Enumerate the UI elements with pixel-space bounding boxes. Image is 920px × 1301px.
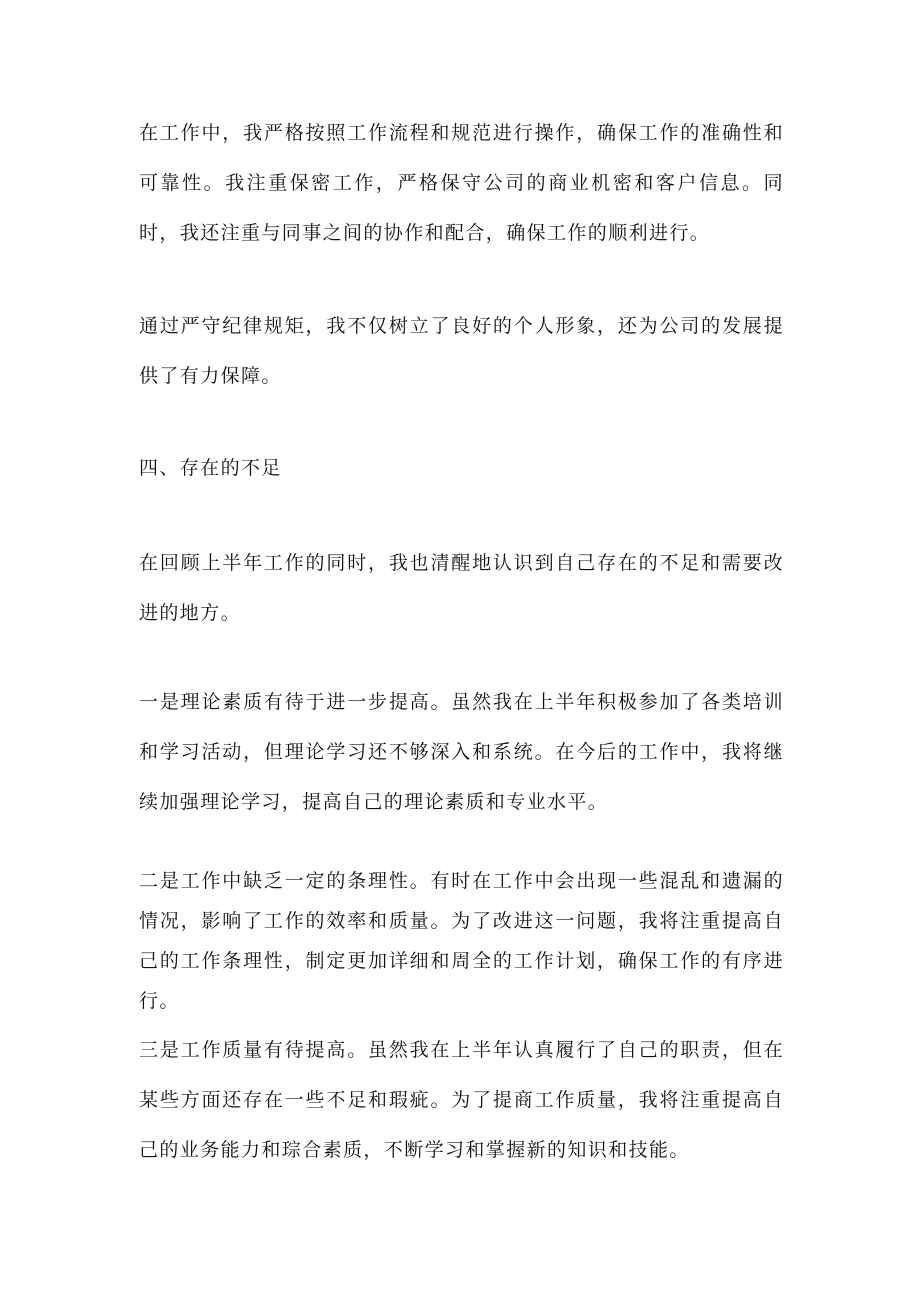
paragraph-point-two: 二是工作中缺乏一定的条理性。有时在工作中会出现一些混乱和遗漏的情况，影响了工作的效率和质量。为了改进这一问题，我将注重提高自己的工作条理性，制定更加详细和周全的工作计划，确保工作的有序进行。 [139, 870, 784, 1012]
paragraph-point-one: 一是理论素质有待于进一步提高。虽然我在上半年积极参加了各类培训和学习活动，但理论学习还不够深入和系统。在今后的工作中，我将继续加强理论学习，提高自己的理论素质和专业水平。 [139, 691, 784, 813]
paragraph-point-three: 三是工作质量有待提高。虽然我在上半年认真履行了自己的职责，但在某些方面还存在一些不足和瑕疵。为了提商工作质量，我将注重提高自己的业务能力和琮合素质，不断学习和掌握新的知识和技能。 [139, 1039, 784, 1161]
paragraph-work-standards: 在工作中，我严格按照工作流程和规范进行操作，确保工作的准确性和可靠性。我注重保密工作，严格保守公司的商业机密和客户信息。同时，我还注重与同事之间的协作和配合，确保工作的顺利进行。 [139, 122, 784, 244]
section-heading-shortcomings: 四、存在的不足 [139, 457, 282, 479]
paragraph-discipline: 通过严守纪律规矩，我不仅树立了良好的个人形象，还为公司的发展提供了有力保障。 [139, 315, 784, 387]
paragraph-review: 在回顾上半年工作的同时，我也清醒地认识到自己存在的不足和需要改进的地方。 [139, 552, 784, 624]
